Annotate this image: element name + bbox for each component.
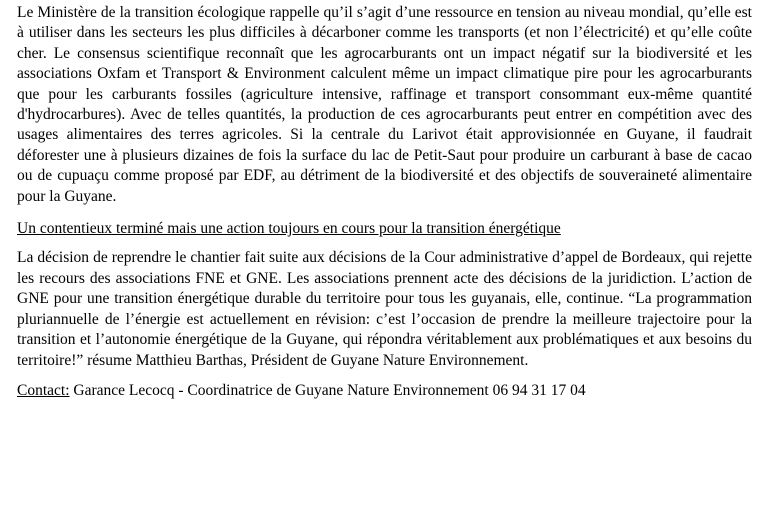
contact-line [17, 381, 752, 401]
section-heading: Un contentieux terminé mais une action toujours en cours pour la transition énergétique [17, 220, 561, 238]
document-body [17, 3, 752, 401]
paragraph-biofuels: Le Ministère de la transition écologique rappelle qu’il s’agit d’une ressource en tension au niveau mondial, qu’elle est à utiliser dans les secteurs les plus difficiles à décarboner comme les transports (et non l’électricité) et qu’elle coûte cher. Le consensus scientifique reconnaît que les agrocarburants ont un impact négatif sur la biodiversité et les associations Oxfam et Transport & Environment calculent même un impact climatique pire pour les agrocarburants que pour les carburants fossiles (agriculture intensive, raffinage et transport consommant eux-même quantité d'hydrocarbures). Avec de telles quantités, la production de ces agrocarburants peut entrer en compétition avec des usages alimentaires des terres agricoles. Si la centrale du Larivot était approvisionnée en Guyane, il faudrait déforester une à plusieurs dizaines de fois la surface du lac de Petit-Saut pour produire un carburant à base de cacao ou de cupuaçu comme proposé par EDF, au détriment de la biodiversité et des objectifs de souveraineté alimentaire pour la Guyane. [17, 4, 752, 205]
contact-label: Contact: [17, 381, 70, 399]
contact-details: Garance Lecocq - Coordinatrice de Guyane Nature Environnement 06 94 31 17 04 [69, 381, 586, 399]
paragraph-litigation: La décision de reprendre le chantier fait suite aux décisions de la Cour administrative d’appel de Bordeaux, qui rejette les recours des associations FNE et GNE. Les associations prennent acte des décisions de la juridiction. L’action de GNE pour une transition énergétique durable du territoire pour tous les guyanais, elle, continue. “La programmation pluriannuelle de l’énergie est actuellement en révision: c’est l’occasion de prendre la meilleure trajectoire pour la transition et l’autonomie énergétique de la Guyane, qui répondra véritablement aux problématiques et aux besoins du territoire!” résume Matthieu Barthas, Président de Guyane Nature Environnement. [17, 249, 752, 369]
